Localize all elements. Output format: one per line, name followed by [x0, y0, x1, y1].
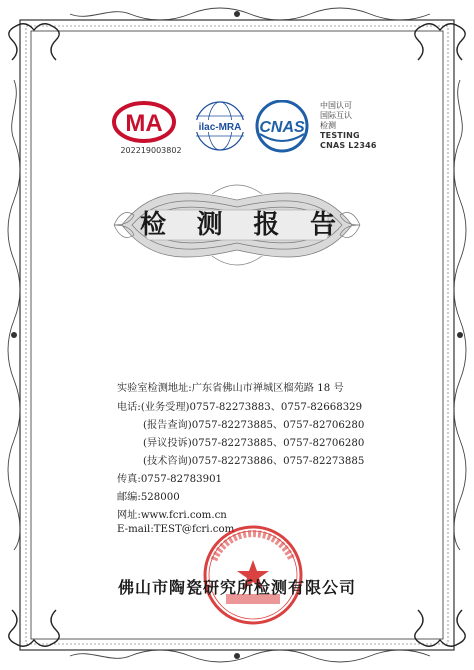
cnas-cn-line3: 检测 [320, 121, 336, 130]
website-label: 网址: [117, 510, 141, 521]
cnas-logo [257, 101, 307, 151]
phone-row-3 [143, 434, 364, 449]
ilac-mra-logo [194, 102, 246, 150]
phone-label: 电话: [117, 402, 141, 413]
cnas-en-line2: CNAS L2346 [320, 141, 377, 150]
email-label: E-mail: [117, 524, 154, 535]
postcode-label: 邮编: [117, 492, 141, 503]
title-char-1: 检 [140, 210, 167, 240]
fax-label: 传真: [117, 474, 141, 485]
address-value: 广东省佛山市禅城区榴苑路 18 号 [191, 383, 344, 394]
cma-logo [114, 103, 174, 141]
cnas-cn-line1: 中国认可 [320, 101, 352, 110]
ma-logo-text: MA [125, 110, 163, 137]
cnas-en-line1: TESTING [320, 131, 360, 140]
phone-category: (技术咨询) [143, 456, 192, 467]
fax-value: 0757-82783901 [140, 474, 223, 485]
website-row [117, 506, 227, 521]
organization-name: 佛山市陶瓷研究所检测有限公司 [117, 578, 356, 597]
phone-category: (业务受理) [140, 402, 190, 413]
postcode-row [117, 488, 180, 503]
phone-numbers: 0757-82273885、0757-82706280 [191, 420, 365, 431]
report-title [140, 204, 336, 241]
postcode-value: 528000 [140, 492, 180, 503]
cnas-logo-text: CNAS [259, 119, 305, 136]
phone-row-1 [117, 398, 362, 413]
phone-category: (异议投诉) [143, 438, 192, 449]
ma-certificate-number: 202219003802 [120, 146, 182, 155]
title-char-2: 测 [196, 210, 223, 240]
website-value: www.fcri.com.cn [140, 510, 227, 521]
cnas-cn-line2: 国际互认 [320, 111, 352, 120]
fax-row [117, 470, 222, 485]
address-row [117, 379, 344, 394]
title-char-4: 告 [309, 210, 336, 240]
phone-category: (报告查询) [143, 420, 192, 431]
ilac-logo-text: ilac-MRA [198, 122, 242, 133]
phone-row-2 [143, 416, 364, 431]
phone-numbers: 0757-82273886、0757-82273885 [191, 456, 365, 467]
phone-row-4 [143, 452, 364, 467]
email-value: TEST@fcri.com [153, 524, 235, 535]
title-char-3: 报 [253, 210, 280, 240]
phone-numbers: 0757-82273885、0757-82706280 [191, 438, 365, 449]
address-label: 实验室检测地址: [117, 383, 192, 394]
phone-numbers: 0757-82273883、0757-82668329 [189, 402, 363, 413]
cnas-caption [320, 101, 377, 151]
